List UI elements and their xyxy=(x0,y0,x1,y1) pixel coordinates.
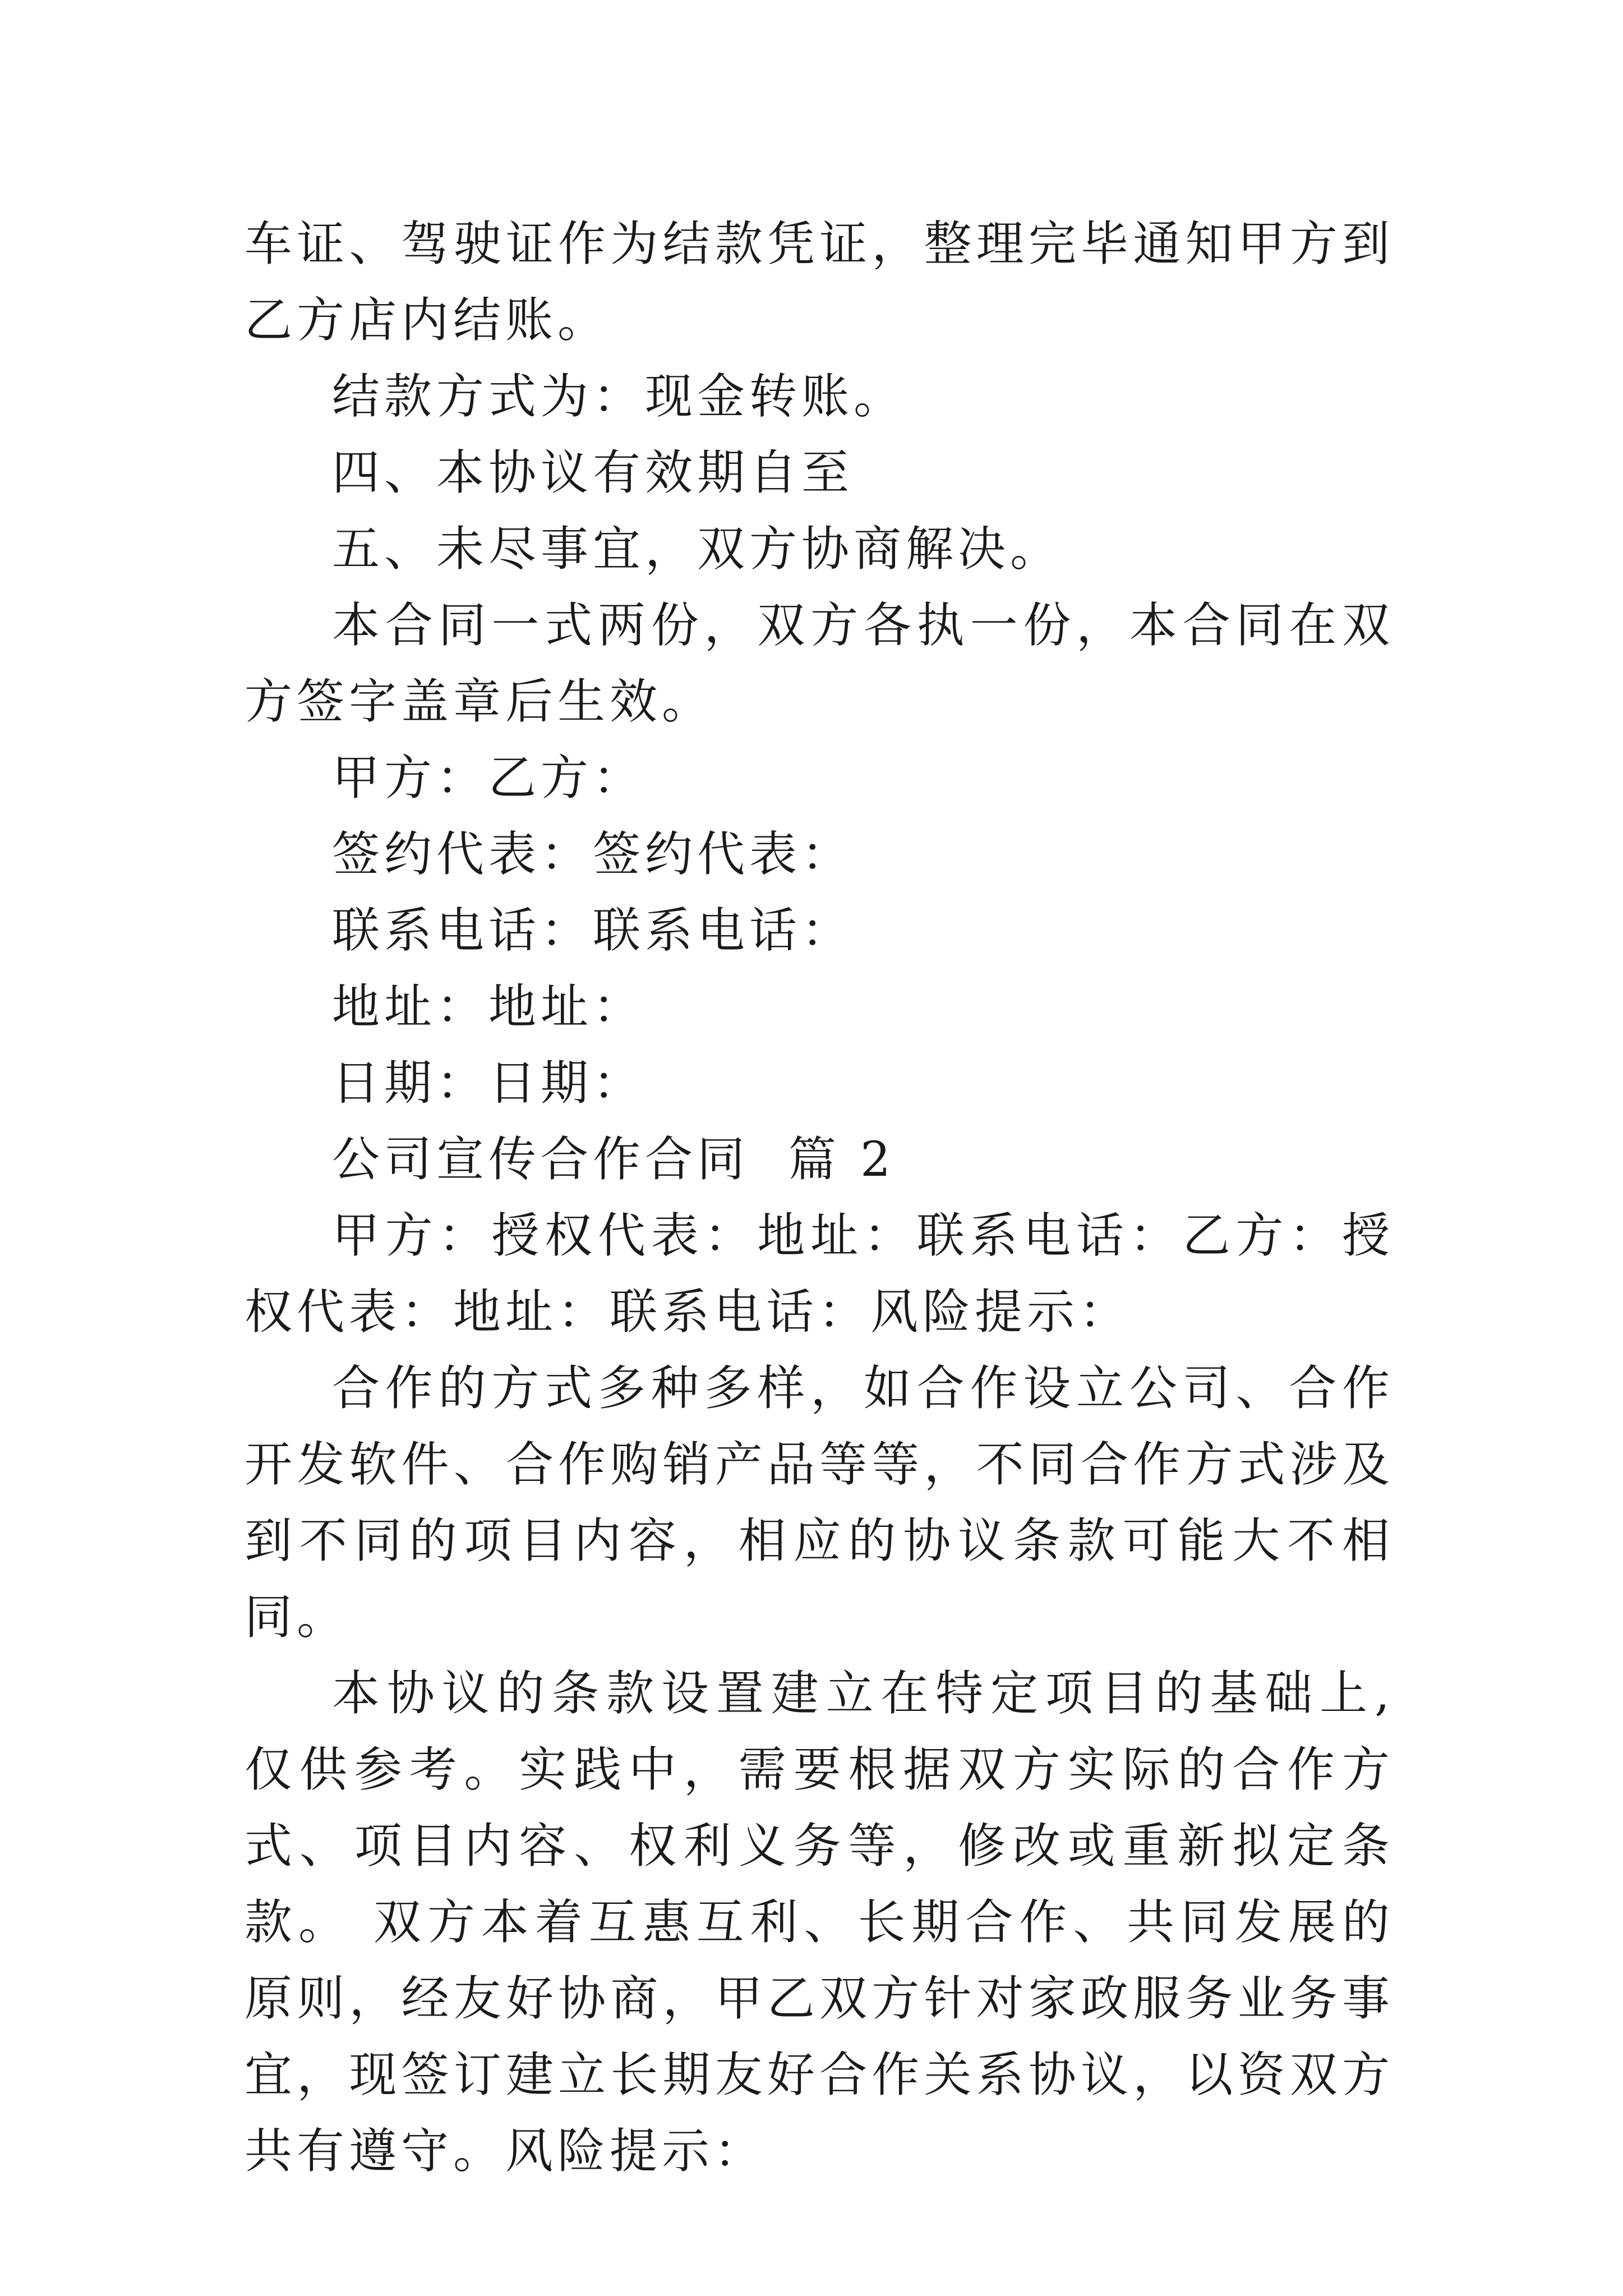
signature-dates: 日期：日期： xyxy=(332,1056,645,1111)
section-heading: 公司宣传合作合同 篇 2 xyxy=(332,1132,896,1188)
paragraph-settlement-voucher: 车证、驾驶证作为结款凭证，整理完毕通知甲方到乙方店内结账。 xyxy=(245,217,1394,348)
signature-phones: 联系电话：联系电话： xyxy=(332,903,854,959)
paragraph-agreement-terms: 本协议的条款设置建立在特定项目的基础上,仅供参考。实践中，需要根据双方实际的合作方式、项目内容、权利义务等，修改或重新拟定条款。 双方本着互惠互利、长期合作、共同发展的原则，经友好协商，甲乙双方针对家政服务业务事宜，现签订建立长期友好合作关系协议，以资双方共有遵守。风险提示： xyxy=(245,1666,1394,2179)
signature-addresses: 地址：地址： xyxy=(332,979,645,1035)
paragraph-party-info: 甲方：授权代表：地址：联系电话：乙方：授权代表：地址：联系电话：风险提示： xyxy=(245,1208,1394,1340)
paragraph-copies-effect: 本合同一式两份，双方各执一份，本合同在双方签字盖章后生效。 xyxy=(245,598,1394,730)
paragraph-unresolved-matters: 五、未尽事宜，双方协商解决。 xyxy=(332,522,1063,577)
signature-parties: 甲方：乙方： xyxy=(332,751,645,806)
signature-representatives: 签约代表：签约代表： xyxy=(332,827,854,882)
paragraph-validity-period: 四、本协议有效期自至 xyxy=(332,445,854,501)
paragraph-payment-method: 结款方式为：现金转账。 xyxy=(332,369,906,425)
document-body xyxy=(245,206,1394,2190)
paragraph-cooperation-methods: 合作的方式多种多样，如合作设立公司、合作开发软件、合作购销产品等等，不同合作方式涉及到不同的项目内容，相应的协议条款可能大不相同。 xyxy=(245,1361,1394,1645)
